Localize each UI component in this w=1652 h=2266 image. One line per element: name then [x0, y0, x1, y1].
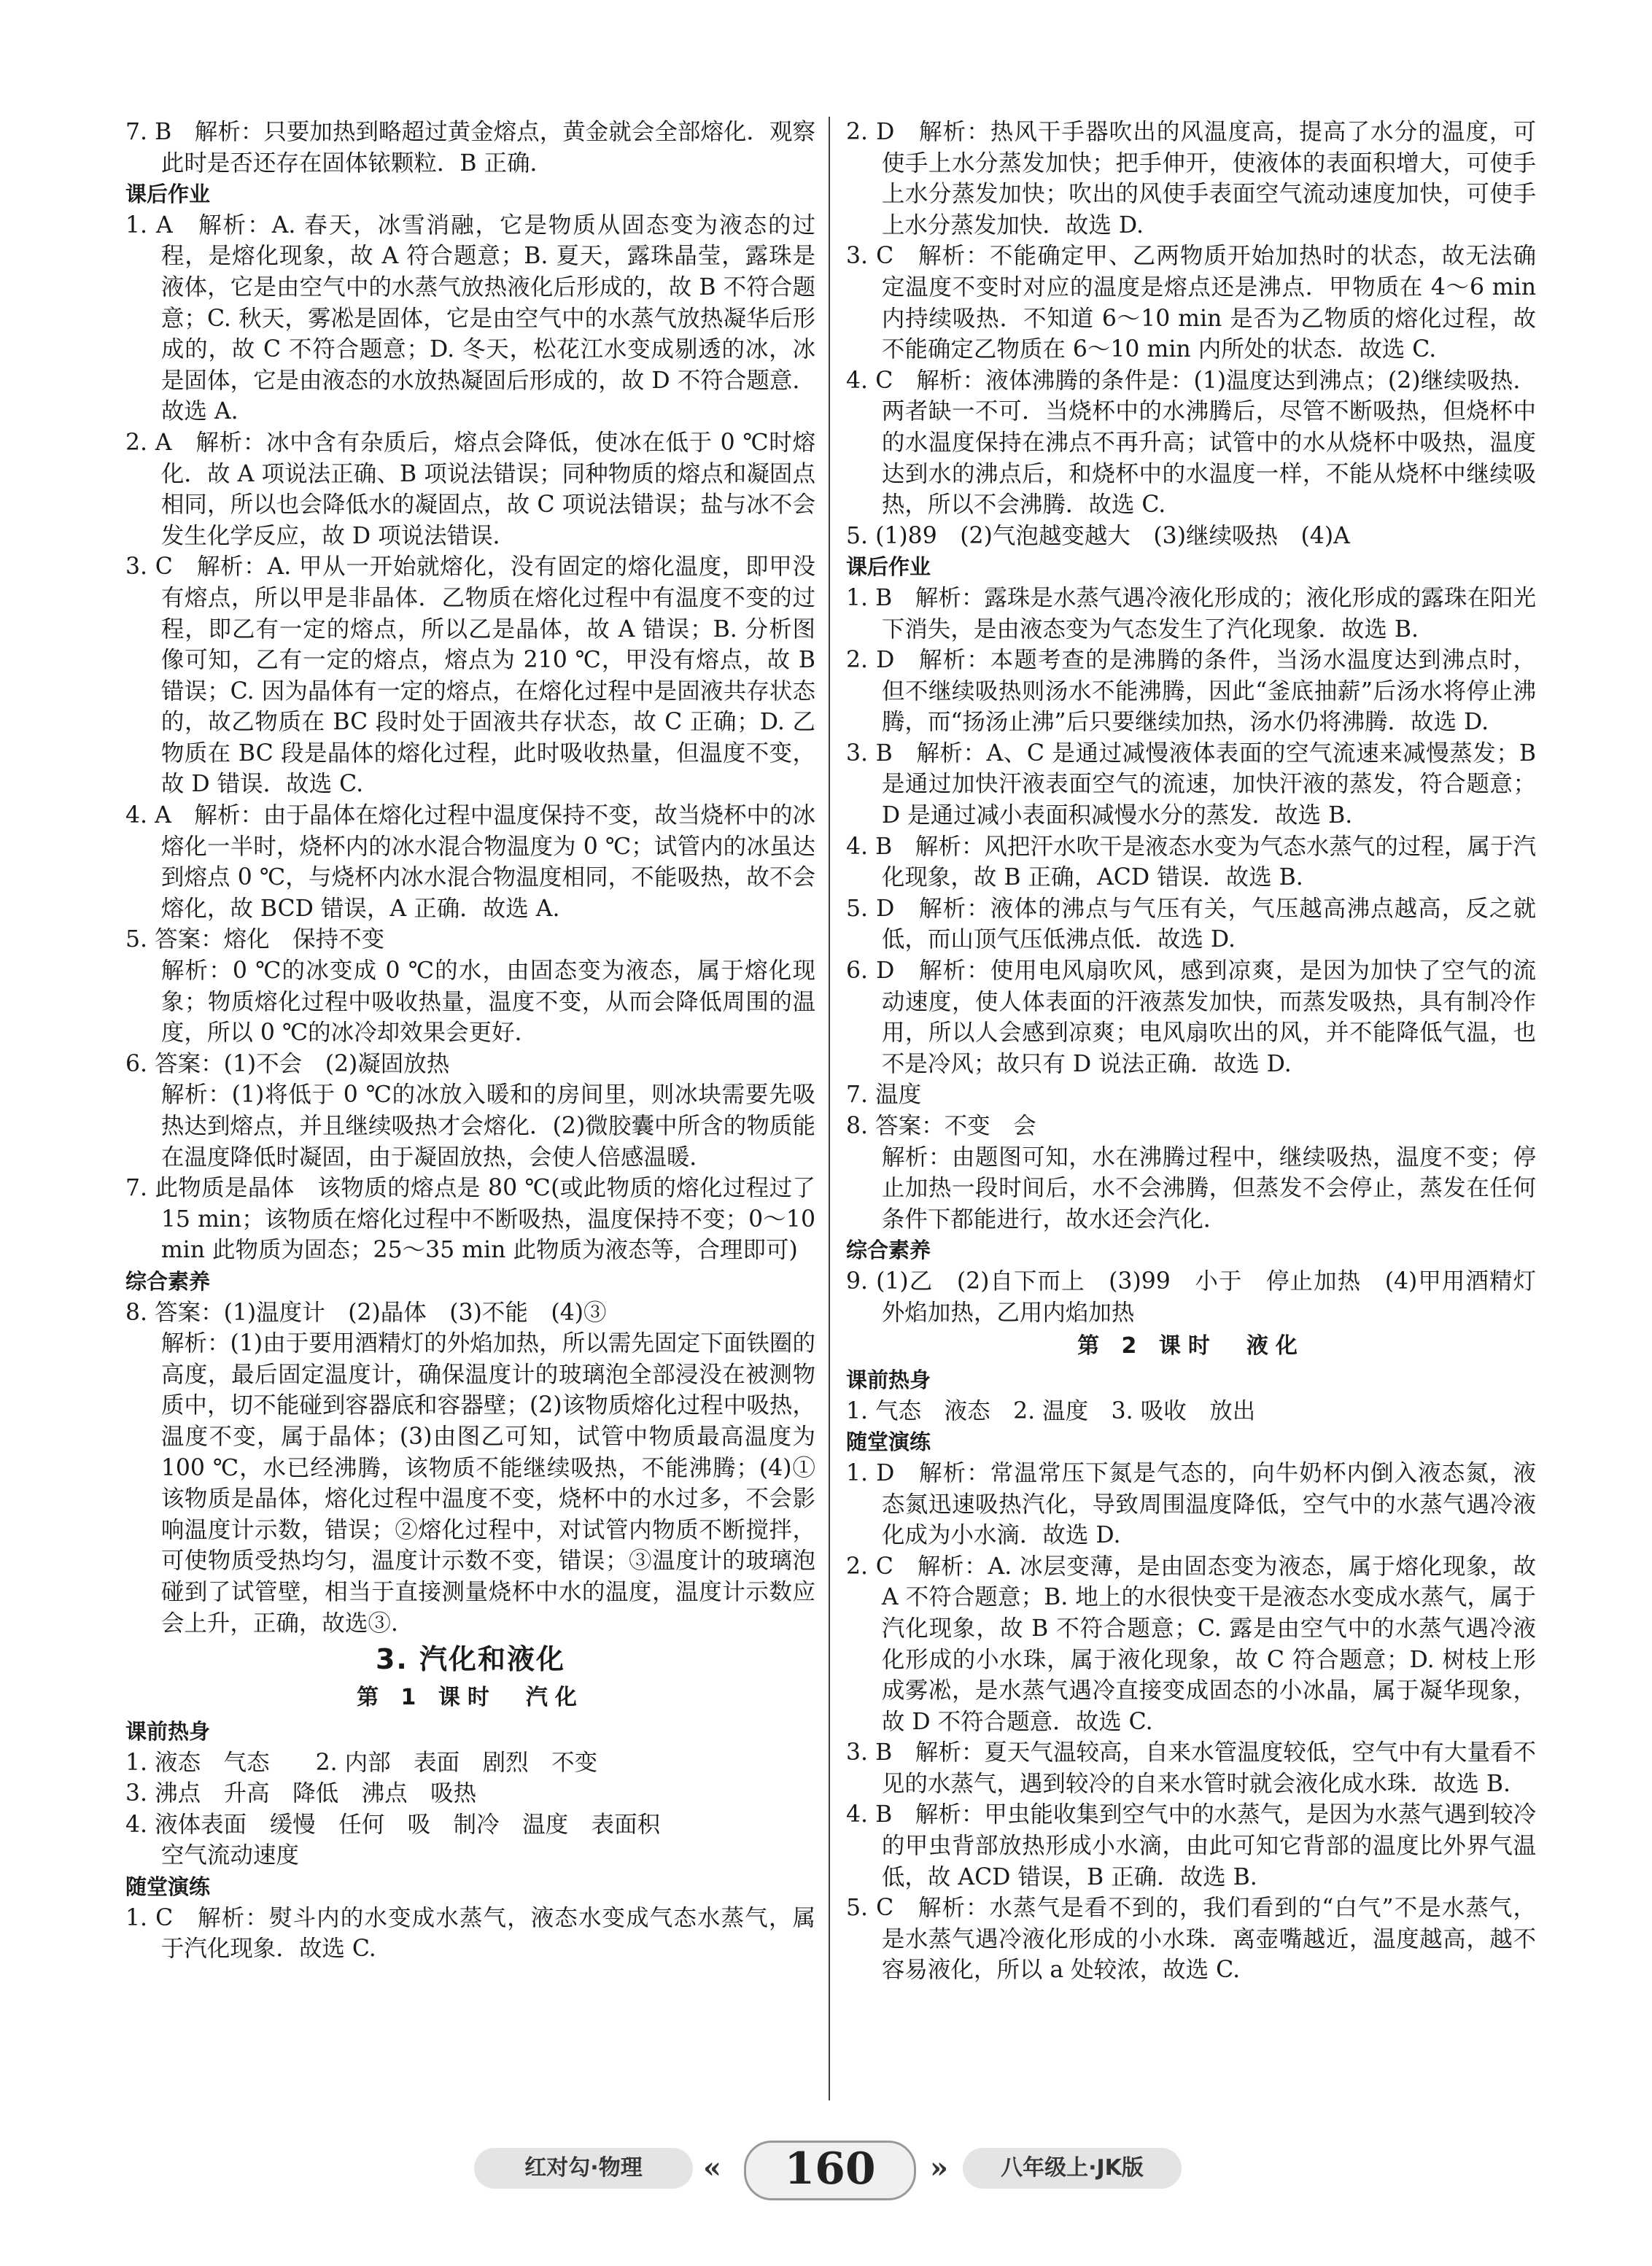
answer-item: 3. 沸点 升高 降低 沸点 吸热: [125, 1780, 477, 1807]
lesson-title: 第 2 课时 液化: [1077, 1333, 1305, 1359]
lesson-title: 第 1 课时 汽化: [357, 1685, 584, 1711]
chapter-title: 3. 汽化和液化: [375, 1643, 566, 1676]
answer-item: 7. 温度: [846, 1082, 922, 1109]
section-heading: 课后作业: [846, 554, 931, 580]
answer-item: 5. D 解析：液体的沸点与气压有关，气压越高沸点越高，反之就低，而山顶气压低沸点低．故选 D.: [846, 895, 1536, 953]
answer-item: 4. A 解析：由于晶体在熔化过程中温度保持不变，故当烧杯中的冰熔化一半时，烧杯内的冰水混合物温度为 0 ℃；试管内的冰虽达到熔点 0 ℃，与烧杯内冰水混合物温度相同，不能吸热，故不会熔化，故 BCD 错误，A 正确．故选 A.: [125, 802, 815, 922]
section-heading: 随堂演练: [846, 1429, 931, 1455]
answer-item: 6. D 解析：使用电风扇吹风，感到凉爽，是因为加快了空气的流动速度，使人体表面的汗液蒸发加快，而蒸发吸热，具有制冷作用，所以人会感到凉爽；电风扇吹出的风，并不能降低气温，也不是冷风；故只有 D 说法正确．故选 D.: [846, 958, 1536, 1077]
answer-item: 1. D 解析：常温常压下氮是气态的，向牛奶杯内倒入液态氮，液态氮迅速吸热汽化，导致周围温度降低，空气中的水蒸气遇冷液化成为小水滴．故选 D.: [846, 1459, 1536, 1549]
right-column: [846, 117, 1536, 1986]
answer-explanation: 解析：0 ℃的冰变成 0 ℃的水，由固态变为液态，属于熔化现象；物质熔化过程中吸收热量，温度不变，从而会降低周围的温度，所以 0 ℃的冰冷却效果会更好．: [160, 958, 815, 1047]
section-heading: 随堂演练: [125, 1874, 211, 1900]
answer-item: 8. 答案：(1)温度计 (2)晶体 (3)不能 (4)③: [125, 1299, 607, 1326]
answer-item: 1. 气态 液态 2. 温度 3. 吸收 放出: [846, 1397, 1256, 1424]
answer-item: 5. 答案：熔化 保持不变: [125, 926, 385, 953]
answer-item: 1. B 解析：露珠是水蒸气遇冷液化形成的；液化形成的露珠在阳光下消失，是由液态变为气态发生了汽化现象．故选 B.: [846, 584, 1536, 643]
answer-item: 9. (1)乙 (2)自下而上 (3)99 小于 停止加热 (4)甲用酒精灯外焰加热，乙用内焰加热: [846, 1268, 1536, 1326]
footer-book-title: 红对勾·物理: [474, 2148, 693, 2189]
answer-item: 4. B 解析：风把汗水吹干是液态水变为气态水蒸气的过程，属于汽化现象，故 B 正确，ACD 错误．故选 B.: [846, 833, 1536, 891]
answer-explanation: 解析：(1)由于要用酒精灯的外焰加热，所以需先固定下面铁圈的高度，最后固定温度计，确保温度计的玻璃泡全部浸没在被测物质中，切不能碰到容器底和容器壁；(2)该物质熔化过程中吸热，温度不变，属于晶体；(3)由图乙可知，试管中物质最高温度为 100 ℃，水已经沸腾，该物质不能继续吸热，不能沸腾；(4)①该物质是晶体，熔化过程中温度不变，烧杯中的水过多，不会影响温度计示数，错误；②熔化过程中，对试管内物质不断搅拌，可使物质受热均匀，温度计示数不变，错误；③温度计的玻璃泡碰到了试管壁，相当于直接测量烧杯中水的温度，温度计示数应会上升，正确，故选③.: [160, 1330, 815, 1637]
answer-item: 1. A 解析：A. 春天，冰雪消融，它是物质从固态变为液态的过程，是熔化现象，故 A 符合题意；B. 夏天，露珠晶莹，露珠是液体，它是由空气中的水蒸气放热液化后形成的，故 B 不符合题意；C. 秋天，雾凇是固体，它是由空气中的水蒸气放热凝华后形成的，故 C 不符合题意；D. 冬天，松花江水变成剔透的冰，冰是固体，它是由液态的水放热凝固后形成的，故 D 不符合题意．故选 A.: [125, 212, 815, 425]
section-heading: 课前热身: [846, 1367, 931, 1393]
answer-continuation: 空气流动速度: [160, 1842, 299, 1869]
chevron-left-icon: «: [703, 2151, 721, 2185]
answer-item: 4. C 解析：液体沸腾的条件是：(1)温度达到沸点；(2)继续吸热．两者缺一不可．当烧杯中的水沸腾后，尽管不断吸热，但烧杯中的水温度保持在沸点不再升高；试管中的水从烧杯中吸热，温度达到水的沸点后，和烧杯中的水温度一样，不能从烧杯中继续吸热，所以不会沸腾．故选 C.: [846, 367, 1536, 519]
section-heading: 综合素养: [125, 1268, 211, 1294]
answer-item: 5. (1)89 (2)气泡越变越大 (3)继续吸热 (4)A: [846, 522, 1350, 549]
answer-item: 3. C 解析：A. 甲从一开始就熔化，没有固定的熔化温度，即甲没有熔点，所以甲是非晶体．乙物质在熔化过程中有温度不变的过程，即乙有一定的熔点，所以乙是晶体，故 A 错误；B. 分析图像可知，乙有一定的熔点，熔点为 210 ℃，甲没有熔点，故 B 错误；C. 因为晶体有一定的熔点，在熔化过程中是固液共存状态的，故乙物质在 BC 段时处于固液共存状态，故 C 正确；D. 乙物质在 BC 段是晶体的熔化过程，此时吸收热量，但温度不变，故 D 错误．故选 C.: [125, 554, 815, 798]
answer-item: 2. D 解析：热风干手器吹出的风温度高，提高了水分的温度，可使手上水分蒸发加快；把手伸开，使液体的表面积增大，可使手上水分蒸发加快；吹出的风使手表面空气流动速度加快，可使手上水分蒸发加快．故选 D.: [846, 119, 1536, 238]
answer-item: 3. B 解析：夏天气温较高，自来水管温度较低，空气中有大量看不见的水蒸气，遇到较冷的自来水管时就会液化成水珠．故选 B.: [846, 1739, 1536, 1797]
answer-item: 2. A 解析：冰中含有杂质后，熔点会降低，使冰在低于 0 ℃时熔化．故 A 项说法正确、B 项说法错误；同种物质的熔点和凝固点相同，所以也会降低水的凝固点，故 C 项说法错误；盐与冰不会发生化学反应，故 D 项说法错误．: [125, 429, 815, 549]
answer-item: 2. C 解析：A. 冰层变薄，是由固态变为液态，属于熔化现象，故 A 不符合题意；B. 地上的水很快变干是液态水变成水蒸气，属于汽化现象，故 B 不符合题意；C. 露是由空气中的水蒸气遇冷液化形成的小水珠，属于液化现象，故 C 符合题意；D. 树枝上形成雾凇，是水蒸气遇冷直接变成固态的小冰晶，属于凝华现象，故 D 不符合题意．故选 C.: [846, 1553, 1536, 1735]
section-heading: 综合素养: [846, 1238, 931, 1263]
footer-grade-edition: 八年级上·JK版: [963, 2148, 1182, 2189]
answer-item: 3. C 解析：不能确定甲、乙两物质开始加热时的状态，故无法确定温度不变时对应的温度是熔点还是沸点．甲物质在 4～6 min 内持续吸热．不知道 6～10 min 是否为乙物质的熔化过程，故不能确定乙物质在 6～10 min 内所处的状态．故选 C.: [846, 243, 1536, 363]
left-column: [125, 117, 815, 1965]
column-divider: [829, 117, 830, 2100]
answer-item: 5. C 解析：水蒸气是看不到的，我们看到的“白气”不是水蒸气，是水蒸气遇冷液化形成的小水珠．离壶嘴越近，温度越高，越不容易液化，所以 a 处较浓，故选 C.: [846, 1895, 1536, 1984]
page-footer: [423, 2141, 1233, 2196]
page-number: 160: [744, 2141, 916, 2200]
answer-item: 8. 答案：不变 会: [846, 1113, 1036, 1139]
answer-item: 4. B 解析：甲虫能收集到空气中的水蒸气，是因为水蒸气遇到较冷的甲虫背部放热形成小水滴，由此可知它背部的温度比外界气温低，故 ACD 错误，B 正确．故选 B.: [846, 1801, 1536, 1890]
answer-explanation: 解析：由题图可知，水在沸腾过程中，继续吸热，温度不变；停止加热一段时间后，水不会沸腾，但蒸发不会停止，蒸发在任何条件下都能进行，故水还会汽化．: [881, 1144, 1536, 1233]
section-heading: 课前热身: [125, 1719, 211, 1745]
answer-item: 3. B 解析：A、C 是通过减慢液体表面的空气流速来减慢蒸发；B 是通过加快汗液表面空气的流速，加快汗液的蒸发，符合题意；D 是通过减小表面积减慢水分的蒸发．故选 B.: [846, 740, 1536, 829]
answer-item: 7. B 解析：只要加热到略超过黄金熔点，黄金就会全部熔化．观察此时是否还存在固体铱颗粒．B 正确．: [125, 119, 815, 176]
answer-item: 7. 此物质是晶体 该物质的熔点是 80 ℃(或此物质的熔化过程过了 15 min；该物质在熔化过程中不断吸热，温度保持不变；0～10 min 此物质为固态；25～35 min 此物质为液态等，合理即可): [125, 1175, 815, 1264]
answer-item: 1. 液态 气态 2. 内部 表面 剧烈 不变: [125, 1749, 598, 1776]
chevron-right-icon: »: [930, 2151, 948, 2185]
answer-item: 2. D 解析：本题考查的是沸腾的条件，当汤水温度达到沸点时，但不继续吸热则汤水不能沸腾，因此“釜底抽薪”后汤水将停止沸腾，而“扬汤止沸”后只要继续加热，汤水仍将沸腾．故选 D.: [846, 647, 1536, 736]
answer-item: 1. C 解析：熨斗内的水变成水蒸气，液态水变成气态水蒸气，属于汽化现象．故选 C.: [125, 1904, 815, 1963]
answer-explanation: 解析：(1)将低于 0 ℃的冰放入暖和的房间里，则冰块需要先吸热达到熔点，并且继续吸热才会熔化．(2)微胶囊中所含的物质能在温度降低时凝固，由于凝固放热，会使人倍感温暖．: [160, 1082, 815, 1171]
answer-item: 6. 答案：(1)不会 (2)凝固放热: [125, 1050, 450, 1077]
answer-item: 4. 液体表面 缓慢 任何 吸 制冷 温度 表面积: [125, 1811, 661, 1838]
section-heading: 课后作业: [125, 182, 211, 207]
